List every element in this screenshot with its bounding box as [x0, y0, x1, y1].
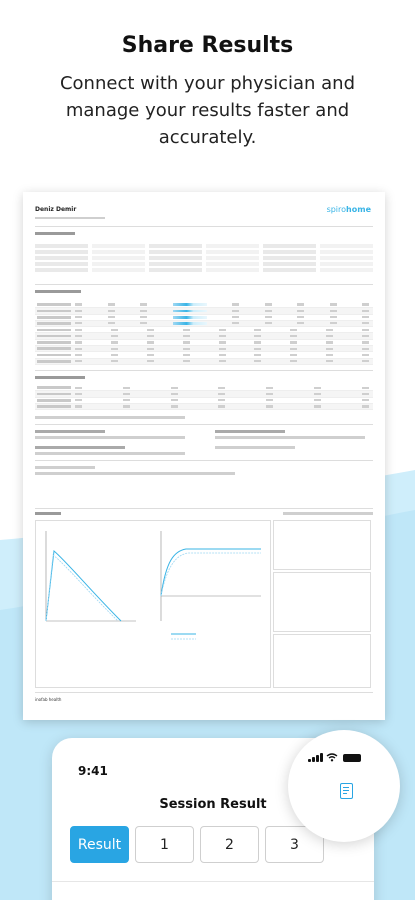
report-medications-box — [273, 572, 371, 632]
report-patient-name: Deniz Demir — [35, 206, 77, 213]
report-flow-volume-graph — [36, 521, 272, 689]
report-text-line — [35, 472, 235, 475]
status-time: 9:41 — [78, 764, 108, 778]
report-text-line — [35, 430, 105, 433]
report-divider — [35, 692, 373, 693]
report-divider — [35, 508, 373, 509]
report-divider — [35, 226, 373, 227]
tab-2[interactable]: 2 — [200, 826, 259, 863]
report-section-additional — [35, 376, 373, 379]
tab-3[interactable]: 3 — [265, 826, 324, 863]
wifi-icon — [326, 753, 338, 762]
report-section-evaluation — [35, 290, 373, 293]
hero-title: Share Results — [121, 33, 294, 58]
document-report-icon[interactable] — [340, 783, 353, 799]
report-subject-info — [35, 244, 373, 272]
report-divider — [35, 460, 373, 461]
hero-subtitle: Connect with your physician and manage your results faster and accurately. — [59, 73, 356, 148]
report-document-preview — [23, 192, 385, 720]
cellular-signal-icon — [308, 753, 323, 762]
battery-icon — [343, 754, 361, 762]
zoom-bubble — [288, 730, 400, 842]
report-text-line — [35, 436, 185, 439]
report-divider — [35, 284, 373, 285]
session-tabs — [70, 826, 324, 863]
report-meta — [35, 214, 373, 219]
report-text-line — [35, 452, 185, 455]
tab-result[interactable]: Result — [70, 826, 129, 863]
report-text-line — [35, 416, 185, 419]
phone-divider — [52, 881, 374, 882]
session-result-title: Session Result — [159, 797, 267, 812]
report-logo: spirohome — [326, 205, 371, 214]
report-notes-box — [273, 520, 371, 570]
report-text-line — [283, 512, 373, 515]
report-section-subject — [35, 232, 373, 235]
report-text-line — [215, 446, 295, 449]
report-specialist-notes-box — [273, 634, 371, 688]
tab-1[interactable]: 1 — [135, 826, 194, 863]
report-additional-table — [35, 385, 373, 410]
report-divider — [35, 370, 373, 371]
report-footer-brand: inofab health — [35, 697, 62, 702]
report-graphs-panel — [35, 520, 271, 688]
report-text-line — [215, 436, 365, 439]
report-evaluation-table — [35, 302, 373, 365]
report-text-line — [215, 430, 285, 433]
report-text-line — [35, 466, 95, 469]
status-icons — [308, 753, 361, 762]
report-divider — [35, 424, 373, 425]
report-text-line — [35, 446, 125, 449]
